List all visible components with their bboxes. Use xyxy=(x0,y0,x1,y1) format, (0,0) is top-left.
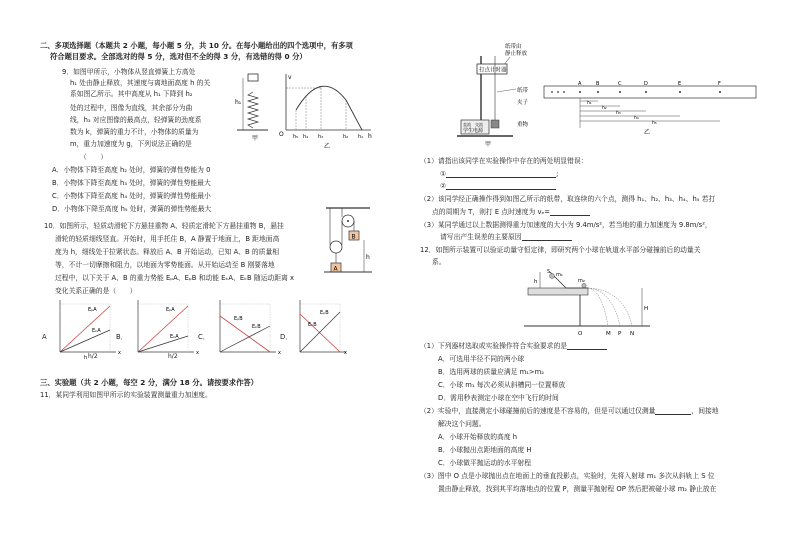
q9-option-d: D．小物体下降至高度 h₅ 处时，弹簧的弹性势能最大 xyxy=(52,205,212,213)
q9-line: 数为 k，弹簧的重力不计，小物体的质量为 xyxy=(70,128,199,136)
q11-timer-label: 打点计时器 xyxy=(479,67,507,74)
q12-n-label: N xyxy=(630,331,635,337)
q12-2a-row xyxy=(420,407,719,415)
q12-m-label: M xyxy=(606,331,611,337)
q12-p-label: P xyxy=(618,331,622,337)
q9-line: m，重力加速度为 g，下列说法正确的是 xyxy=(70,140,192,148)
svg-text:x: x xyxy=(344,350,347,356)
q9-object xyxy=(248,74,258,81)
q10-option-label: A xyxy=(42,333,47,341)
q10-moving-pulley xyxy=(330,241,342,253)
q9-v-label: v xyxy=(288,74,292,81)
q11-h5: h₅ xyxy=(652,121,657,126)
q12-s-label: S xyxy=(547,269,551,275)
q9-tick-h2: h₂ xyxy=(343,134,349,140)
q12-H-label: H xyxy=(644,306,649,312)
q9-vh-graph xyxy=(276,70,376,150)
q11-1a-blank[interactable] xyxy=(446,171,556,178)
q9-line: h₁ 处由静止释放，其速度与离地面高度 h 的关 xyxy=(70,79,211,87)
q11-2b-blank[interactable] xyxy=(550,209,590,216)
q12-collision-figure xyxy=(520,268,660,344)
q12-2a-cont: ，间接地 xyxy=(691,407,719,415)
q11-1a: ① xyxy=(440,170,447,178)
q10-line: 滑轮的轻质细线竖直。开始时，用手托住 B，A 静置于地面上，B 距地面高 xyxy=(55,235,280,243)
q11-h2: h₂ xyxy=(602,106,607,111)
q10-label-h: h xyxy=(366,254,370,261)
section2-title-cont: 符合题目要求。全部选对的得 5 分，选对但不全的得 3 分，有选错的得 0 分） xyxy=(50,52,307,61)
q11-2b-row xyxy=(432,208,590,216)
q11-1a-row: ① ; xyxy=(440,170,559,178)
q10-line: 变化关系正确的是（ ） xyxy=(55,287,137,295)
q12-3b: 置由静止释放，找到其平均落地点的位置 P，测量平抛射程 OP 然后把被碰小球 m₂ 静止放在 xyxy=(438,485,717,493)
q9-spring-figure xyxy=(232,70,272,142)
q11-fig-yi: 乙 xyxy=(644,129,651,136)
q11-tape-strip xyxy=(544,86,756,98)
q11-weight xyxy=(491,120,499,128)
q10-line: 等，不计一切摩擦和阻力，以地面为零势能面。从开始运动至 B 刚要落地 xyxy=(55,261,275,269)
q12-2-opt-c: C．小球做平抛运动的水平射程 xyxy=(438,459,532,467)
q10-graph-d xyxy=(300,300,347,356)
q9-option-a: A．小物体下降至高度 h₂ 处时，弹簧的弹性势能为 0 xyxy=(52,166,211,174)
q10-label-b: B xyxy=(351,233,356,241)
svg-text:EₖB: EₖB xyxy=(252,324,261,330)
q11-1b-blank[interactable] xyxy=(446,183,556,190)
q9-fig-yi: 乙 xyxy=(324,143,331,150)
q9-line: 处的过程中，图像为直线，其余部分为曲 xyxy=(70,104,193,112)
q9-line: 系如图乙所示。其中高度从 h₁ 下降到 h₂ xyxy=(70,90,193,98)
q11-h4: h₄ xyxy=(634,116,639,121)
q11-3a: （3）某同学通过以上数据测得重力加速度的大小为 9.4m/s²，若当地的重力加速度为 9.8m/s²， xyxy=(420,221,712,229)
q11-3b-blank[interactable] xyxy=(522,234,572,241)
q9-tick-h4: h₄ xyxy=(303,134,309,140)
q11-point-e: E xyxy=(678,81,682,87)
q11-point-a: A xyxy=(578,81,582,87)
q10-line: 10．如图所示，轻质动滑轮下方悬挂重物 A、轻质定滑轮下方悬挂重物 B，悬挂 xyxy=(44,222,284,230)
q9-line: 9．如图甲所示，小物体从竖直弹簧上方高处 xyxy=(62,68,196,76)
q11-2b: 点的周期为 T，则打 E 点时速度为 vₑ= xyxy=(432,208,550,216)
q12-table xyxy=(528,288,588,295)
q11-leader xyxy=(497,89,516,92)
q10-pulley-figure xyxy=(318,205,374,281)
svg-text:EₚB: EₚB xyxy=(234,316,243,322)
q9-tick-h5: h₅ xyxy=(293,134,299,140)
q10-graph-a xyxy=(60,300,121,361)
q12-2b: 解决这个问题。 xyxy=(438,420,486,428)
q11-paper-label: 纸带 xyxy=(517,88,529,94)
q12-trajectories xyxy=(588,288,632,326)
q9-h-label: h xyxy=(368,133,372,140)
q12-1b: B．选用两球的质量应满足 m₁>m₂ xyxy=(438,368,544,376)
svg-text:EₖA: EₖA xyxy=(170,334,179,340)
q11-2a: （2）该同学经正确操作得到如图乙所示的纸带，取连续的六个点，测得 h₁、h₂、h₃、h₄、h₅ 若打 xyxy=(420,195,716,203)
q10-line: 过程中，以下关于 A、B 的重力势能 EₚA、EₚB 和动能 EₖA、EₖB 随运动距离 x xyxy=(55,274,294,282)
q12-3a: （3）图中 O 点是小球抛出点在地面上的垂直投影点，实验时，先将入射球 m₁ 多次从斜轨上 S 位 xyxy=(420,472,715,480)
q10-h-half: h/2 xyxy=(88,353,98,360)
q12-1-blank[interactable] xyxy=(567,343,607,350)
q11-top-label: 静止释放 xyxy=(505,51,528,57)
q11-1b: ② xyxy=(440,182,447,190)
q10-graph-b xyxy=(138,300,199,356)
svg-text:EₚA: EₚA xyxy=(88,307,97,313)
q12-2-opt-a: A．小球开始释放的高度 h xyxy=(438,433,518,441)
q11-distance-arrows xyxy=(580,98,720,128)
q9-paren: （ ） xyxy=(80,153,108,161)
q10-h-half: h/2 xyxy=(168,353,178,360)
q11-3b: 请写出产生误差的主要原因 xyxy=(440,233,522,241)
q12-2a-blank[interactable] xyxy=(655,408,691,415)
q9-spring-coil xyxy=(248,92,258,128)
q12-1a: A．可选用半径不同的两小球 xyxy=(438,355,525,363)
section3-title: 三、实验题（共 2 小题，每空 2 分，满分 18 分。请按要求作答） xyxy=(40,378,258,387)
q11-clip-label: 夹子 xyxy=(517,100,529,106)
q11-3b-row xyxy=(440,233,572,241)
q11-point-c: C xyxy=(618,81,622,87)
q11-weight-label: 重物 xyxy=(517,122,529,128)
q12-2-opt-b: B．小球抛出点距地面的高度 H xyxy=(438,446,532,454)
q12-m2-label: m₂ xyxy=(578,278,585,284)
q10-pulley-hub xyxy=(347,220,349,222)
q11-power-label: 学生电源 xyxy=(463,128,484,134)
q11-h1: h₁ xyxy=(587,101,592,106)
q11-apparatus-figure xyxy=(455,42,545,150)
q10-option-label: D． xyxy=(280,333,293,341)
q10-option-label: B． xyxy=(116,333,128,341)
svg-text:x: x xyxy=(118,350,121,356)
q9-option-c: C．小物体下降至高度 h₄ 处时，弹簧的弹性势能最小 xyxy=(52,192,211,200)
q12-ball-m1 xyxy=(550,274,555,279)
svg-text:x: x xyxy=(278,350,281,356)
q9-tick-h1: h₁ xyxy=(358,134,364,140)
q11-point-b: B xyxy=(596,81,600,87)
q12-2a: （2）实验中，直接测定小球碰撞前后的速度是不容易的，但是可以通过仅测量 xyxy=(420,407,656,415)
q11-1: （1）请指出该同学在实验操作中存在的两处明显错误： xyxy=(420,157,588,165)
q12-o-label: O xyxy=(578,331,583,337)
q10-option-label: C． xyxy=(198,333,210,341)
q9-origin: O xyxy=(279,131,284,138)
q12-1: （1）下列器材选取或实验操作符合实验要求的是 xyxy=(420,342,568,350)
q9-option-b: B．小物体下降至高度 h₃ 处时，弹簧的弹性势能最大 xyxy=(52,179,211,187)
svg-text:EₚB: EₚB xyxy=(320,310,329,316)
q11-h3: h₃ xyxy=(616,111,621,116)
q10-graph-c xyxy=(220,300,281,356)
q12-m1-label: m₁ xyxy=(556,272,563,278)
svg-text:x: x xyxy=(196,350,199,356)
q12-a: 12．如图所示装置可以验证动量守恒定律，即研究两个小球在轨道水平部分碰撞前后的动量关 xyxy=(420,246,701,254)
q11-intro: 11．某同学利用如图甲所示的实验装置测量重力加速度。 xyxy=(40,391,212,399)
q11-acdc-label: 直流 交流 xyxy=(463,122,483,127)
q9-fig-jia: 甲 xyxy=(252,135,259,142)
q12-h-label: h xyxy=(534,279,538,285)
q12-1c: C．小球 m₁ 每次必须从斜槽同一位置释放 xyxy=(438,381,566,389)
q9-h1-label: h₁ xyxy=(235,99,242,106)
svg-text:EₖA: EₖA xyxy=(92,328,101,334)
svg-text:h: h xyxy=(84,355,88,361)
q11-point-f: F xyxy=(718,81,721,87)
q12-1-row xyxy=(420,342,607,350)
q12-1d: D．需用秒表测定小球在空中飞行的时间 xyxy=(438,394,559,402)
q9-line: 线，h₃ 对应图像的最高点，轻弹簧的劲度系 xyxy=(70,116,202,124)
svg-text:EₚA: EₚA xyxy=(166,307,175,313)
q10-label-a: A xyxy=(333,265,338,273)
q10-line: 度为 h，细线处于拉紧状态。释放后 A、B 开始运动，已知 A、B 的质量相 xyxy=(55,248,280,256)
section2-title: 二、多项选择题（本题共 2 小题，每小题 5 分，共 10 分。在每小题给出的四个选项中，有多项 xyxy=(40,41,353,50)
q11-point-d: D xyxy=(644,81,648,87)
q11-tape-figure xyxy=(540,80,760,138)
q9-tick-h3: h₃ xyxy=(318,134,324,140)
q11-1b-row xyxy=(440,182,556,190)
q12-b: 系。 xyxy=(432,258,446,266)
svg-text:EₖB: EₖB xyxy=(308,322,317,328)
q11-fig-jia: 甲 xyxy=(485,141,492,148)
q11-top-label: 纸带由 xyxy=(505,44,522,50)
